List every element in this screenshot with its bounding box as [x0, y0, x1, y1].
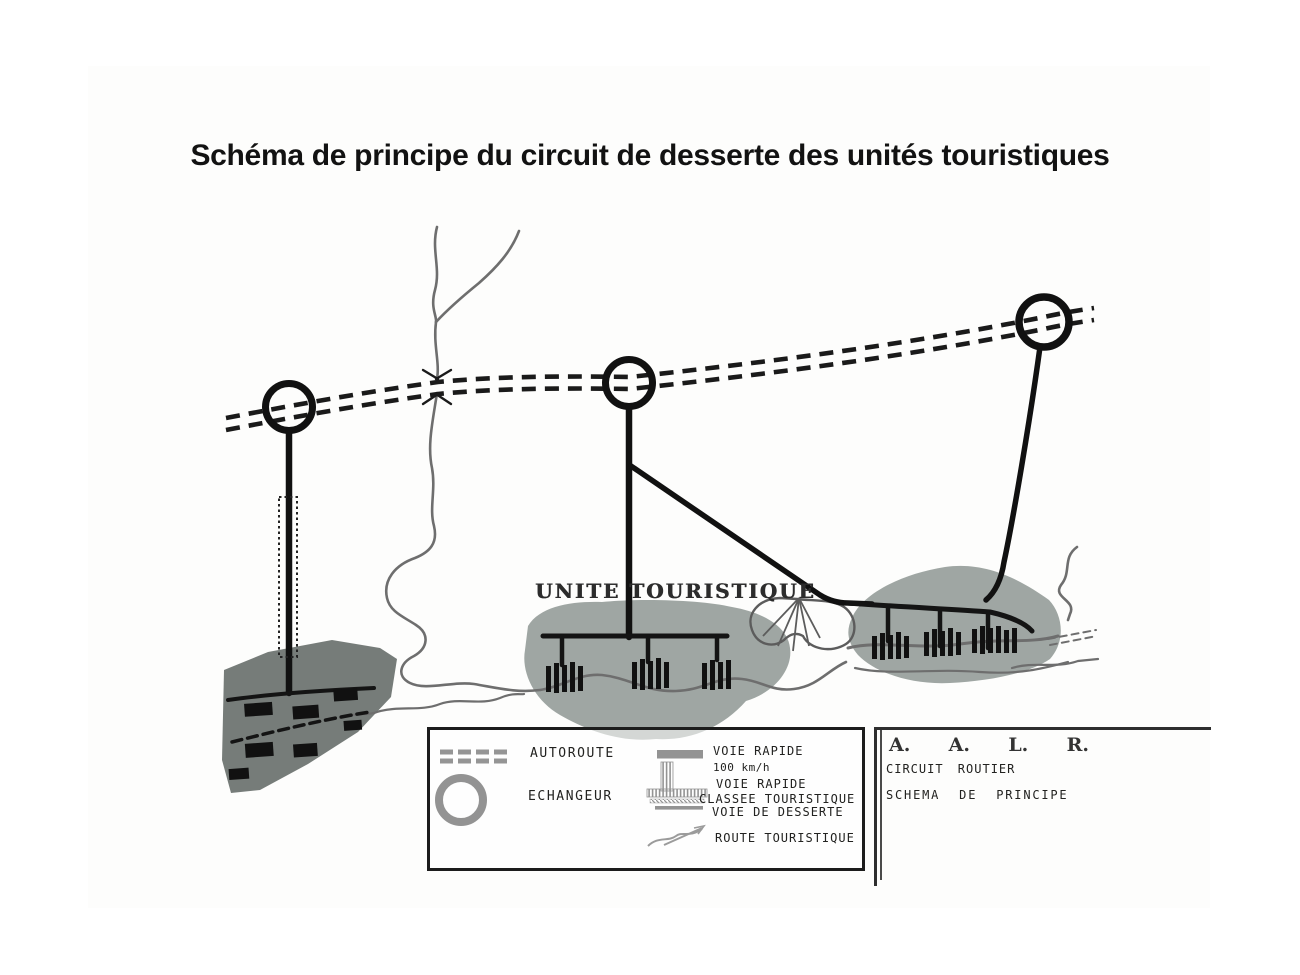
legend-label-voie-rapide-touristique: VOIE RAPIDE	[716, 777, 807, 791]
cartouche-org	[889, 734, 1089, 756]
autoroute-line	[226, 308, 1094, 430]
legend-label-autoroute: AUTOROUTE	[530, 746, 615, 761]
legend-label-echangeur: ECHANGEUR	[528, 789, 613, 804]
cartouche-inner-line	[880, 730, 882, 880]
cartouche-line1: CIRCUIT ROUTIER	[886, 762, 1016, 776]
legend-label-route-touristique: ROUTE TOURISTIQUE	[715, 831, 855, 845]
river-branch	[436, 231, 519, 322]
legend-label-classee-touristique: CLASSEE TOURISTIQUE	[699, 792, 856, 806]
cartouche-org-letter: R.	[1066, 734, 1089, 756]
expressway-right	[986, 347, 1040, 600]
legend-label-voie-desserte: VOIE DE DESSERTE	[712, 805, 844, 819]
coast-squiggle	[1059, 547, 1077, 620]
cartouche-line2: SCHEMA DE PRINCIPE	[886, 788, 1069, 802]
legend-label-100kmh: 100 km/h	[713, 761, 770, 774]
interchanges	[266, 297, 1070, 431]
cartouche-org-letter: A.	[889, 734, 911, 756]
unit-touristique-label: UNITE TOURISTIQUE	[535, 579, 816, 603]
cartouche-org-letter: L.	[1008, 734, 1029, 756]
interchange-circle-middle	[606, 360, 653, 407]
legend-label-voie-rapide: VOIE RAPIDE	[713, 744, 804, 758]
cartouche-org-letter: A.	[948, 734, 971, 756]
page-title: Schéma de principe du circuit de desserte des unités touristiques	[190, 139, 1110, 172]
